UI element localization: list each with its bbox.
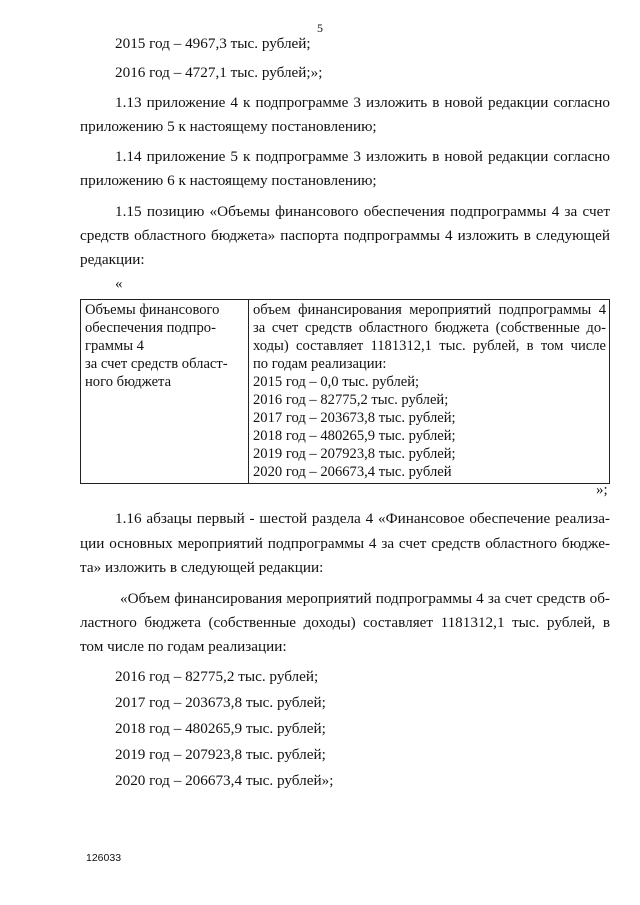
table-value-cell	[249, 300, 610, 484]
year-line-2020: 2020 год – 206673,4 тыс. рублей»;	[115, 772, 334, 789]
value-line: за счет средств областного бюджета (собственные до-	[253, 320, 606, 336]
item-1-16-line2: ции основных мероприятий подпрограммы 4 за счет средств областного бюдже-	[80, 535, 610, 552]
value-line: 2019 год – 207923,8 тыс. рублей;	[253, 446, 456, 462]
value-line: по годам реализации:	[253, 356, 387, 372]
table-label-cell	[81, 300, 249, 484]
value-line: 2018 год – 480265,9 тыс. рублей;	[253, 428, 456, 444]
quoted-para-line3: том числе по годам реализации:	[80, 638, 287, 655]
year-line-2016: 2016 год – 82775,2 тыс. рублей;	[115, 668, 319, 685]
item-1-15-line3: редакции:	[80, 251, 145, 268]
year-line-2019: 2019 год – 207923,8 тыс. рублей;	[115, 746, 326, 763]
table-row	[81, 300, 610, 484]
label-line: обеспечения подпро-	[85, 320, 216, 336]
item-1-14-line1: 1.14 приложение 5 к подпрограмме 3 изложить в новой редакции согласно	[115, 148, 610, 165]
item-1-14-line2: приложению 6 к настоящему постановлению;	[80, 172, 377, 189]
year-line-2018: 2018 год – 480265,9 тыс. рублей;	[115, 720, 326, 737]
opening-quote: «	[115, 276, 123, 292]
value-line: 2016 год – 82775,2 тыс. рублей;	[253, 392, 449, 408]
year-line-2016-prev: 2016 год – 4727,1 тыс. рублей;»;	[115, 64, 323, 81]
item-1-13-line1: 1.13 приложение 4 к подпрограмме 3 изложить в новой редакции согласно	[115, 94, 610, 111]
value-line: 2017 год – 203673,8 тыс. рублей;	[253, 410, 456, 426]
page-number: 5	[317, 21, 323, 35]
item-1-16-line1: 1.16 абзацы первый - шестой раздела 4 «Финансовое обеспечение реализа-	[115, 510, 610, 527]
item-1-15-line1: 1.15 позицию «Объемы финансового обеспечения подпрограммы 4 за счет	[115, 203, 610, 220]
item-1-15-line2: средств областного бюджета» паспорта подпрограммы 4 изложить в следующей	[80, 227, 610, 244]
label-line: за счет средств област-	[85, 356, 228, 372]
value-line: ходы) составляет 1181312,1 тыс. рублей, в том числе	[253, 338, 606, 354]
label-line: Объемы финансового	[85, 302, 220, 318]
value-line: 2015 год – 0,0 тыс. рублей;	[253, 374, 420, 390]
label-line: ного бюджета	[85, 374, 172, 390]
value-line: объем финансирования мероприятий подпрограммы 4	[253, 302, 606, 318]
item-1-16-line3: та» изложить в следующей редакции:	[80, 559, 324, 576]
label-line: граммы 4	[85, 338, 144, 354]
closing-quote: »;	[596, 482, 608, 498]
quoted-para-line2: ластного бюджета (собственные доходы) составляет 1181312,1 тыс. рублей, в	[80, 614, 610, 631]
year-line-2015-prev: 2015 год – 4967,3 тыс. рублей;	[115, 35, 311, 52]
quoted-para-line1: «Объем финансирования мероприятий подпрограммы 4 за счет средств об-	[120, 590, 610, 607]
year-line-2017: 2017 год – 203673,8 тыс. рублей;	[115, 694, 326, 711]
item-1-13-line2: приложению 5 к настоящему постановлению;	[80, 118, 377, 135]
value-line: 2020 год – 206673,4 тыс. рублей	[253, 464, 452, 480]
financing-table	[80, 299, 610, 484]
footer-document-code: 126033	[86, 852, 122, 864]
